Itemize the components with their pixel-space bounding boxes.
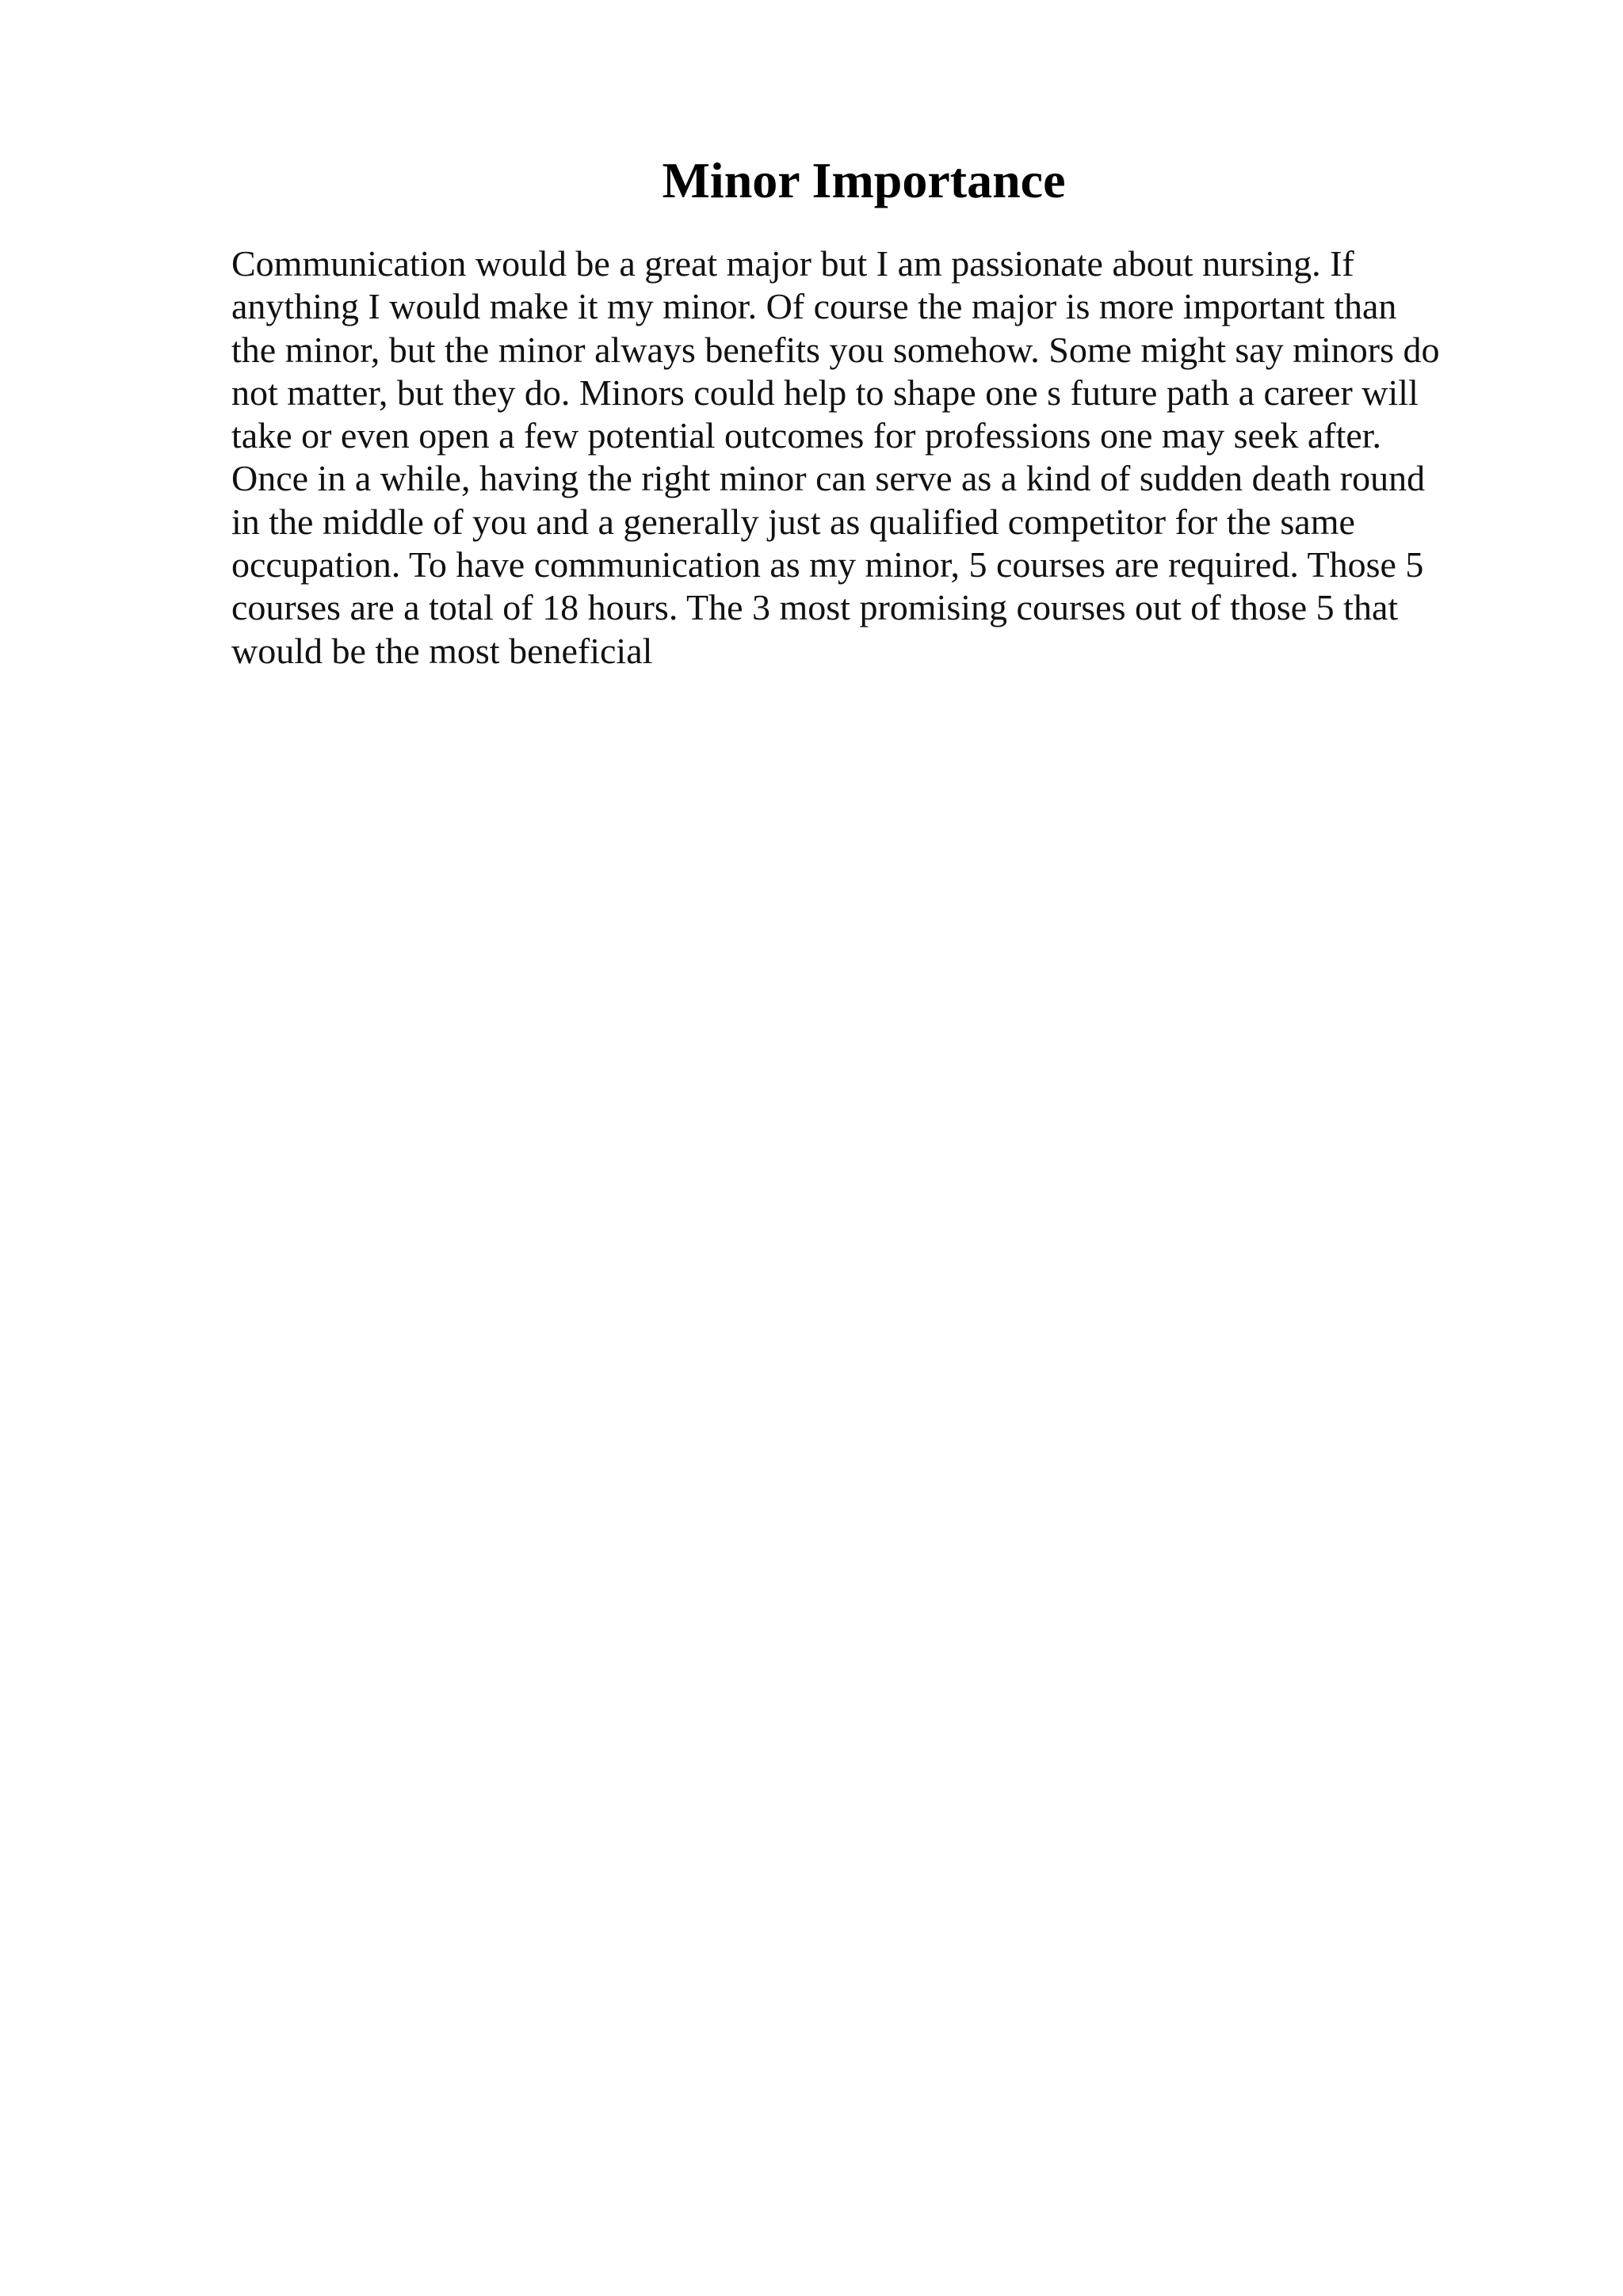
body-line: Once in a while, having the right minor can serve as a kind of sudden death round [231, 458, 1426, 499]
body-line: in the middle of you and a generally just as qualified competitor for the same [231, 501, 1355, 542]
document-title: Minor Importance [662, 152, 1066, 208]
body-line: anything I would make it my minor. Of course the major is more important than [231, 286, 1397, 327]
body-line: Communication would be a great major but I am passionate about nursing. If [231, 243, 1354, 284]
body-line: the minor, but the minor always benefits you somehow. Some might say minors do [231, 329, 1440, 370]
body-line: take or even open a few potential outcomes for professions one may seek after. [231, 415, 1382, 456]
body-line: not matter, but they do. Minors could help to shape one s future path a career will [231, 372, 1419, 413]
body-line: would be the most beneficial [231, 630, 653, 671]
body-line: courses are a total of 18 hours. The 3 most promising courses out of those 5 that [231, 587, 1399, 628]
document-body [231, 242, 1484, 673]
body-line: occupation. To have communication as my minor, 5 courses are required. Those 5 [231, 544, 1424, 585]
